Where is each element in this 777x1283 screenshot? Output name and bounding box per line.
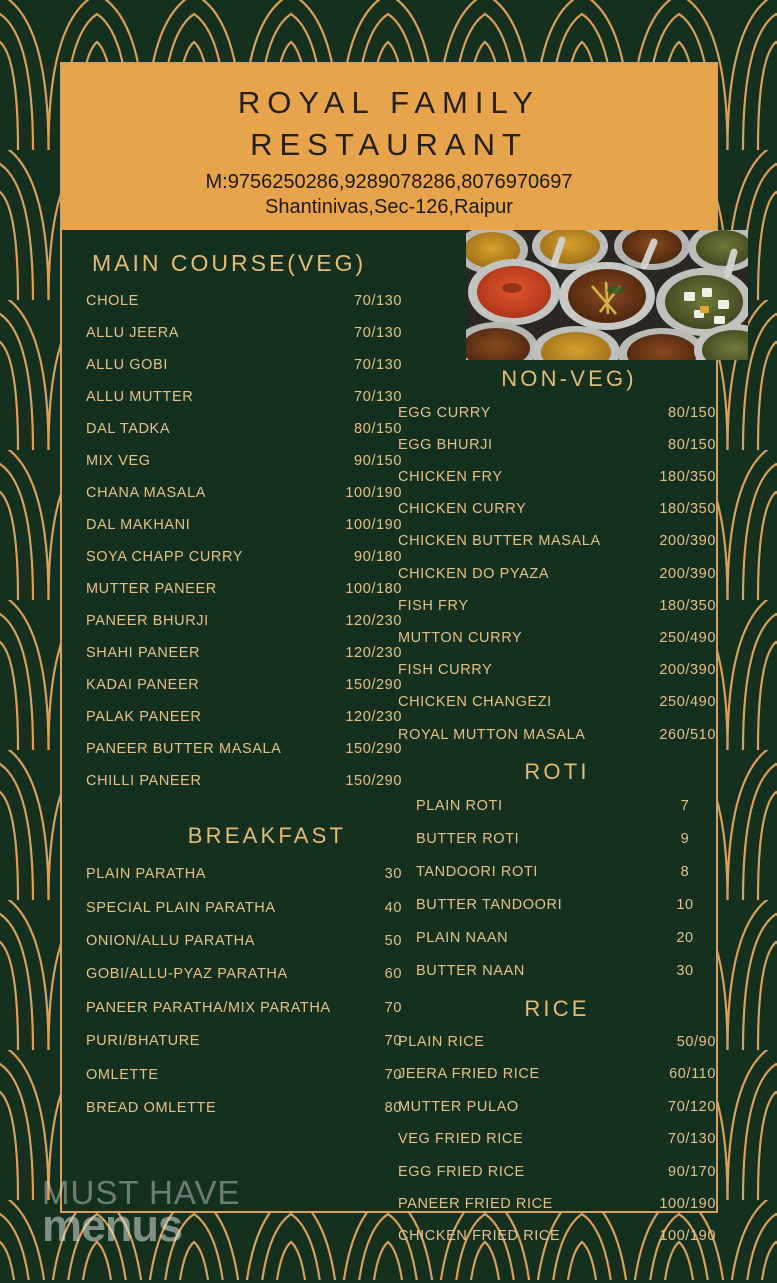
menu-item-row — [86, 773, 402, 790]
menu-item-price: 180/350 — [659, 469, 716, 486]
menu-item-price: 150/290 — [345, 740, 402, 757]
menu-item-price: 70 — [384, 1033, 402, 1050]
menu-item-name: EGG FRIED RICE — [398, 1163, 525, 1180]
menu-item-row — [398, 533, 716, 550]
menu-item-price: 100/190 — [345, 484, 402, 501]
restaurant-name-line2: RESTAURANT — [250, 126, 528, 162]
menu-item-row — [398, 566, 716, 583]
menu-item-price: 250/490 — [659, 630, 716, 647]
menu-item-price: 150/290 — [345, 772, 402, 789]
menu-item-row — [398, 630, 716, 647]
menu-item-price: 90/150 — [354, 452, 402, 469]
menu-item-price: 10 — [676, 896, 694, 913]
menu-item-row — [398, 1034, 716, 1051]
menu-item-row — [86, 293, 402, 310]
menu-item-row — [86, 1033, 402, 1050]
section-title-breakfast: BREAKFAST — [187, 823, 347, 849]
menu-item-price: 70/130 — [668, 1131, 716, 1148]
menu-column-right — [398, 230, 716, 1261]
menu-item-price: 120/230 — [345, 612, 402, 629]
restaurant-name-line1: ROYAL FAMILY — [237, 85, 541, 120]
menu-item-name: PLAIN PARATHA — [86, 866, 207, 883]
menu-item-row — [398, 598, 716, 615]
menu-item-price: 100/180 — [345, 580, 402, 597]
menu-item-name: JEERA FRIED RICE — [398, 1066, 540, 1083]
menu-item-row — [398, 1066, 716, 1083]
menu-item-row — [86, 1067, 402, 1084]
menu-item-row — [416, 831, 716, 848]
menu-item-name: PALAK PANEER — [86, 708, 202, 725]
menu-item-row — [398, 1196, 716, 1213]
menu-item-price: 70 — [384, 1000, 402, 1017]
menu-item-row — [86, 900, 402, 917]
menu-item-price: 80/150 — [668, 404, 716, 421]
menu-item-price: 100/190 — [659, 1228, 716, 1245]
menu-item-name: ROYAL MUTTON MASALA — [398, 726, 586, 743]
menu-item-price: 70/130 — [354, 292, 402, 309]
menu-item-name: BUTTER NAAN — [416, 962, 525, 979]
menu-item-row — [398, 405, 716, 422]
menu-item-name: VEG FRIED RICE — [398, 1131, 524, 1148]
menu-item-price: 200/390 — [659, 662, 716, 679]
menu-item-row — [86, 549, 402, 566]
restaurant-phone: M:9756250286,9289078286,8076970697 — [205, 171, 573, 194]
menu-item-name: SHAHI PANEER — [86, 644, 201, 661]
menu-item-row — [86, 389, 402, 406]
menu-column-left — [86, 230, 402, 1134]
menu-item-price: 70/130 — [354, 324, 402, 341]
menu-item-price: 120/230 — [345, 708, 402, 725]
breakfast-list — [86, 866, 402, 1116]
watermark-line1: MUST HAVE — [42, 1174, 241, 1211]
menu-item-name: PANEER PARATHA/MIX PARATHA — [86, 999, 331, 1016]
menu-item-price: 120/230 — [345, 644, 402, 661]
menu-item-name: MUTTER PANEER — [86, 580, 217, 597]
menu-item-name: PURI/BHATURE — [86, 1033, 201, 1050]
menu-item-name: PLAIN ROTI — [416, 797, 503, 814]
menu-item-name: CHOLE — [86, 292, 139, 309]
section-title-main-course-veg: MAIN COURSE(VEG) — [92, 249, 367, 276]
menu-item-name: ALLU GOBI — [86, 356, 168, 373]
menu-item-row — [398, 1099, 716, 1116]
menu-item-row — [416, 897, 716, 914]
menu-item-row — [86, 677, 402, 694]
menu-item-name: MIX VEG — [86, 452, 151, 469]
menu-item-row — [86, 613, 402, 630]
menu-item-price: 30 — [384, 866, 402, 883]
rice-list — [398, 1034, 716, 1245]
menu-item-price: 70/130 — [354, 356, 402, 373]
menu-item-row — [86, 966, 402, 983]
menu-item-name: BUTTER TANDOORI — [416, 896, 563, 913]
section-title-rice: RICE — [524, 995, 590, 1021]
menu-item-price: 20 — [676, 929, 694, 946]
menu-item-row — [86, 741, 402, 758]
menu-item-price: 180/350 — [659, 597, 716, 614]
menu-item-name: CHICKEN BUTTER MASALA — [398, 533, 601, 550]
menu-item-price: 70 — [384, 1066, 402, 1083]
menu-item-name: FISH CURRY — [398, 662, 493, 679]
menu-item-name: CHICKEN DO PYAZA — [398, 565, 550, 582]
menu-item-price: 7 — [680, 797, 690, 814]
menu-item-row — [86, 453, 402, 470]
menu-item-row — [86, 485, 402, 502]
menu-item-name: CHILLI PANEER — [86, 772, 202, 789]
menu-item-row — [398, 694, 716, 711]
menu-item-price: 260/510 — [659, 726, 716, 743]
menu-item-price: 50 — [384, 933, 402, 950]
menu-item-row — [86, 866, 402, 883]
menu-item-name: FISH FRY — [398, 597, 469, 614]
menu-item-price: 60/110 — [669, 1066, 716, 1083]
menu-item-name: SOYA CHAPP CURRY — [86, 548, 244, 565]
menu-item-name: DAL TADKA — [86, 420, 171, 437]
menu-item-name: OMLETTE — [86, 1066, 159, 1083]
menu-item-row — [86, 421, 402, 438]
menu-item-name: EGG BHURJI — [398, 436, 493, 453]
menu-item-row — [86, 581, 402, 598]
menu-item-name: TANDOORI ROTI — [416, 863, 538, 880]
menu-item-name: CHICKEN FRIED RICE — [398, 1228, 561, 1245]
menu-item-price: 180/350 — [659, 501, 716, 518]
menu-item-row — [398, 1228, 716, 1245]
menu-item-row — [398, 727, 716, 744]
menu-item-name: PLAIN NAAN — [416, 929, 509, 946]
menu-item-row — [86, 709, 402, 726]
restaurant-header — [62, 64, 716, 230]
menu-body — [62, 230, 716, 1283]
menu-item-name: BUTTER ROTI — [416, 830, 520, 847]
menu-item-name: PLAIN RICE — [398, 1033, 485, 1050]
menu-item-price: 80/150 — [354, 420, 402, 437]
menu-item-price: 200/390 — [659, 533, 716, 550]
menu-item-price: 9 — [680, 830, 690, 847]
menu-item-price: 90/170 — [668, 1163, 716, 1180]
menu-item-row — [398, 501, 716, 518]
menu-item-price: 100/190 — [345, 516, 402, 533]
menu-item-name: DAL MAKHANI — [86, 516, 191, 533]
menu-item-name: GOBI/ALLU-PYAZ PARATHA — [86, 966, 288, 983]
menu-item-name: ALLU MUTTER — [86, 388, 194, 405]
menu-item-price: 70/120 — [668, 1098, 716, 1115]
menu-item-name: PANEER BUTTER MASALA — [86, 740, 282, 757]
menu-item-name: KADAI PANEER — [86, 676, 200, 693]
menu-item-row — [416, 930, 716, 947]
menu-item-name: CHICKEN CURRY — [398, 501, 527, 518]
menu-item-name: CHANA MASALA — [86, 484, 207, 501]
menu-item-name: PANEER BHURJI — [86, 612, 209, 629]
menu-item-price: 70/130 — [354, 388, 402, 405]
section-title-non-veg: NON-VEG) — [501, 365, 637, 391]
menu-item-row — [86, 517, 402, 534]
menu-item-row — [398, 469, 716, 486]
menu-item-row — [398, 1164, 716, 1181]
menu-item-price: 150/290 — [345, 676, 402, 693]
menu-item-name: PANEER FRIED RICE — [398, 1195, 553, 1212]
menu-item-price: 40 — [384, 899, 402, 916]
food-photo — [466, 230, 748, 360]
menu-item-row — [86, 933, 402, 950]
menu-item-price: 100/190 — [659, 1195, 716, 1212]
menu-item-name: ALLU JEERA — [86, 324, 180, 341]
menu-item-price: 8 — [680, 863, 690, 880]
section-title-roti: ROTI — [524, 758, 590, 784]
menu-item-price: 50/90 — [676, 1033, 716, 1050]
watermark-line2: menus — [42, 1200, 183, 1251]
menu-item-row — [86, 357, 402, 374]
main-course-veg-list — [86, 293, 402, 790]
menu-item-row — [86, 1100, 402, 1117]
restaurant-address: Shantinivas,Sec-126,Raipur — [265, 195, 513, 218]
menu-item-name: EGG CURRY — [398, 404, 491, 421]
menu-item-row — [86, 645, 402, 662]
menu-item-price: 80/150 — [668, 436, 716, 453]
menu-item-row — [398, 437, 716, 454]
menu-item-name: BREAD OMLETTE — [86, 1099, 217, 1116]
roti-list — [398, 798, 716, 980]
menu-item-price: 90/180 — [354, 548, 402, 565]
non-veg-list — [398, 405, 716, 744]
menu-item-price: 60 — [384, 966, 402, 983]
menu-item-row — [416, 798, 716, 815]
menu-item-name: ONION/ALLU PARATHA — [86, 933, 255, 950]
menu-item-row — [86, 1000, 402, 1017]
menu-item-price: 250/490 — [659, 694, 716, 711]
menu-item-row — [398, 1131, 716, 1148]
menu-item-name: CHICKEN FRY — [398, 469, 503, 486]
menu-item-price: 200/390 — [659, 565, 716, 582]
menu-item-row — [416, 864, 716, 881]
menu-item-row — [398, 662, 716, 679]
menu-item-name: MUTTON CURRY — [398, 630, 523, 647]
menu-item-name: MUTTER PULAO — [398, 1098, 519, 1115]
menu-item-row — [86, 325, 402, 342]
menu-item-price: 30 — [676, 962, 694, 979]
menu-item-name: CHICKEN CHANGEZI — [398, 694, 552, 711]
menu-item-name: SPECIAL PLAIN PARATHA — [86, 899, 276, 916]
menu-item-row — [416, 963, 716, 980]
menu-item-price: 80 — [384, 1099, 402, 1116]
